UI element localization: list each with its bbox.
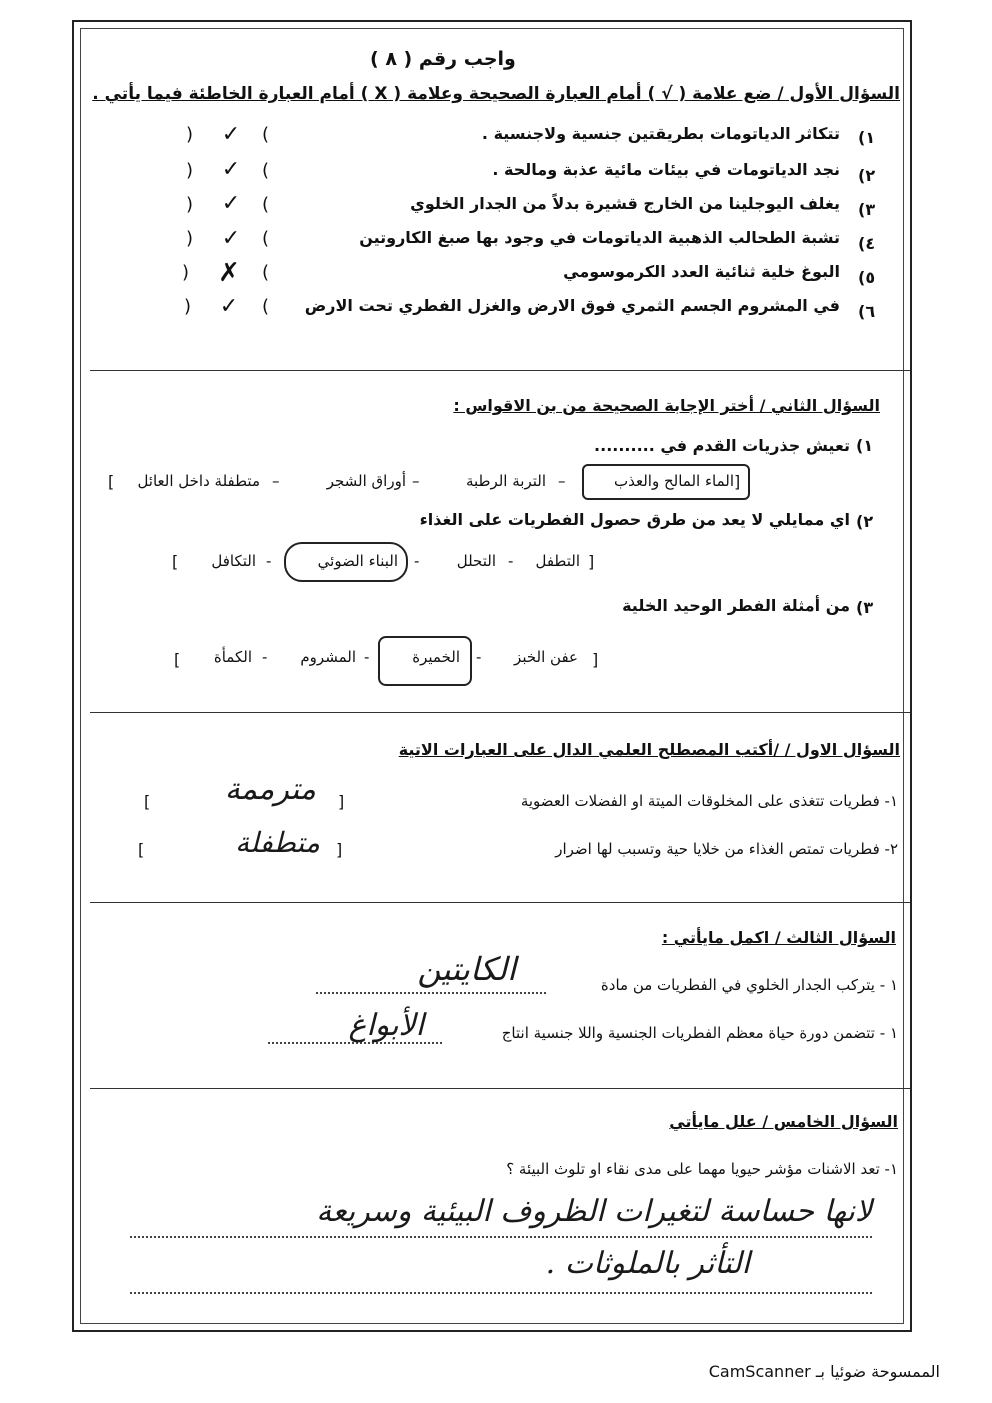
option: متطفلة داخل العائل (137, 472, 260, 490)
q5-heading: السؤال الخامس / علل مايأتي (669, 1112, 898, 1131)
q2-item-stem: تعيش جذريات القدم في .......... (594, 436, 850, 455)
camscanner-watermark: الممسوحة ضوئيا بـ CamScanner (708, 1362, 940, 1381)
q4-item-text: ١ - تتضمن دورة حياة معظم الفطريات الجنسية واللا جنسية انتاج (501, 1024, 898, 1042)
divider (90, 902, 910, 903)
q3-item-text: ١- فطريات تتغذى على المخلوقات الميتة او الفضلات العضوية (520, 792, 898, 810)
bracket-close: ] (174, 650, 181, 669)
bracket-left: ( (186, 228, 194, 249)
bracket-open: [ (588, 552, 595, 571)
option: المشروم (300, 648, 356, 666)
divider (90, 370, 910, 371)
q2-heading: السؤال الثاني / أختر الإجابة الصحيحة من بن الاقواس : (453, 396, 880, 415)
bracket-right: ) (262, 160, 270, 181)
q1-item-number: ٣) (858, 200, 876, 219)
bracket-left: ( (186, 124, 194, 145)
option: التطفل (535, 552, 580, 570)
option: التربة الرطبة (465, 472, 546, 490)
q3-heading: السؤال الاول / /أكتب المصطلح العلمي الدال على العبارات الاتية (398, 740, 900, 759)
bracket-open: [ (734, 472, 741, 491)
q1-item-number: ٢) (858, 166, 876, 185)
handwritten-answer: الكايتين (417, 950, 516, 988)
q1-heading: السؤال الأول / ضع علامة ( √ ) أمام العبارة الصحيحة وعلامة ( X ) أمام العبارة الخاطئة فيما يأتي . (92, 84, 900, 104)
q1-item-text: تتكاثر الدياتومات بطريقتين جنسية ولاجنسية . (481, 124, 840, 143)
q1-item-text: نجد الدياتومات في بيئات مائية عذبة ومالحة . (492, 160, 840, 179)
q4-heading: السؤال الثالث / اكمل مايأتي : (661, 928, 896, 947)
answer-mark: ✓ (219, 294, 239, 319)
option-separator: - (508, 552, 514, 570)
option-separator: – (558, 472, 566, 490)
divider (90, 712, 910, 713)
bracket-close: ] (108, 472, 115, 491)
q3-item-text: ٢- فطريات تمتص الغذاء من خلايا حية وتسبب لها اضرار (555, 840, 898, 858)
option: الخميرة (412, 648, 460, 666)
bracket-right: ) (262, 194, 270, 215)
option: التكافل (211, 552, 256, 570)
answer-line (130, 1236, 872, 1238)
q1-item-text: في المشروم الجسم الثمري فوق الارض والغزل الفطري تحت الارض (304, 296, 840, 315)
answer-mark: ✓ (221, 191, 241, 216)
option: الماء المالح والعذب (613, 472, 734, 490)
bracket-right: ) (262, 262, 270, 283)
q1-item-number: ١) (858, 128, 876, 147)
option: البناء الضوئي (317, 552, 398, 570)
handwritten-answer: الأبواغ (348, 1008, 424, 1043)
q2-item-stem: اي ممايلي لا يعد من طرق حصول الفطريات على الغذاء (419, 510, 850, 529)
q1-item-number: ٦) (858, 302, 876, 321)
option-separator: – (272, 472, 280, 490)
q2-item-number: ٢) (856, 512, 874, 531)
q2-item-number: ١) (856, 436, 874, 455)
bracket-open: [ (336, 840, 343, 859)
handwritten-answer: مترممة (224, 772, 316, 807)
option: أوراق الشجر (326, 472, 406, 490)
q2-item-stem: من أمثلة الفطر الوحيد الخلية (622, 596, 850, 615)
q1-item-text: البوغ خلية ثنائية العدد الكرموسومي (563, 262, 840, 281)
q1-item-text: يغلف اليوجلينا من الخارج قشيرة بدلاً من الجدار الخلوي (410, 194, 840, 213)
answer-line (130, 1292, 872, 1294)
bracket-close: ] (172, 552, 179, 571)
answer-mark: ✓ (221, 157, 241, 182)
q1-item-number: ٤) (858, 234, 876, 253)
bracket-left: ( (182, 262, 190, 283)
q1-item-number: ٥) (858, 268, 876, 287)
bracket-close: ] (144, 792, 151, 811)
q1-item-text: تشبة الطحالب الذهبية الدياتومات في وجود بها صبغ الكاروتين (359, 228, 840, 247)
bracket-right: ) (262, 296, 270, 317)
bracket-open: [ (592, 650, 599, 669)
option: التحلل (456, 552, 496, 570)
handwritten-answer: متطفلة (235, 826, 320, 859)
bracket-right: ) (262, 124, 270, 145)
handwritten-answer-line-2: التأثر بالملوثات . (545, 1246, 750, 1281)
answer-mark: ✓ (221, 122, 241, 147)
bracket-right: ) (262, 228, 270, 249)
option-separator: - (266, 552, 272, 570)
option-separator: – (412, 472, 420, 490)
option: عفن الخبز (514, 648, 578, 666)
option: الكمأة (213, 648, 252, 666)
option-separator: - (364, 648, 370, 666)
q4-item-text: ١ - يتركب الجدار الخلوي في الفطريات من مادة (600, 976, 898, 994)
handwritten-answer-line-1: لانها حساسة لتغيرات الظروف البيئية وسريعة (316, 1194, 872, 1229)
bracket-left: ( (186, 194, 194, 215)
page-title: واجب رقم ( ٨ ) (370, 48, 516, 70)
answer-line (316, 992, 546, 994)
option-separator: - (414, 552, 420, 570)
option-separator: - (476, 648, 482, 666)
bracket-close: ] (138, 840, 145, 859)
option-separator: - (262, 648, 268, 666)
answer-mark: ✓ (221, 226, 241, 251)
q5-item-text: ١- تعد الاشنات مؤشر حيويا مهما على مدى نقاء او تلوث البيئة ؟ (506, 1160, 898, 1178)
q2-item-number: ٣) (856, 598, 874, 617)
divider (90, 1088, 910, 1089)
answer-mark: ✗ (218, 258, 240, 288)
bracket-left: ( (184, 296, 192, 317)
bracket-left: ( (186, 160, 194, 181)
bracket-open: [ (338, 792, 345, 811)
